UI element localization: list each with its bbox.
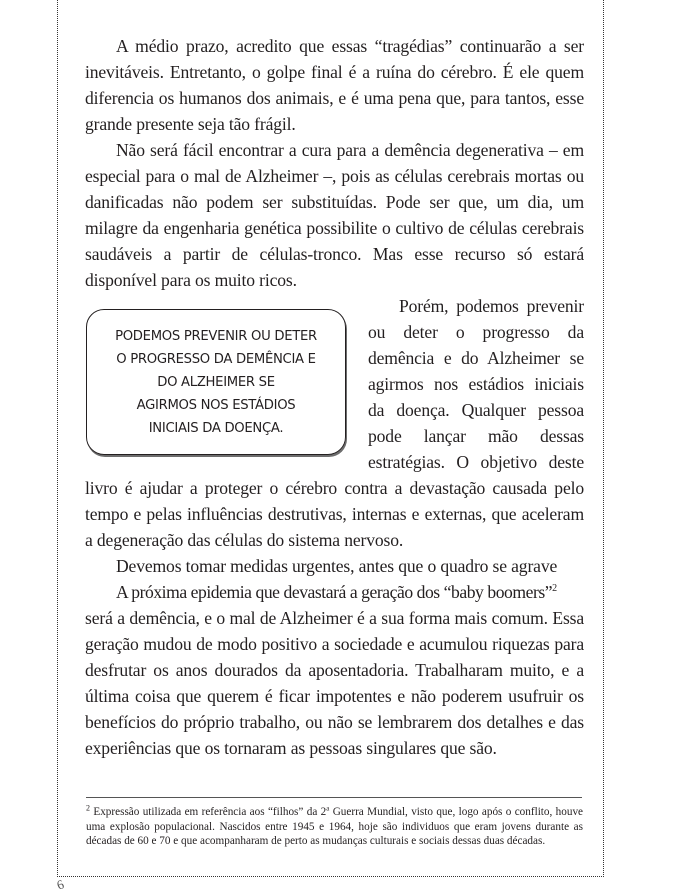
pull-quote-line: INICIAIS DA DOENÇA.: [148, 420, 284, 436]
footnote-divider: [86, 797, 582, 798]
footnote-text-end: Guerra Mundial, visto que, logo após o conflito, houve uma explosão populacional. Nascidos entre 1945 e 1964, hoje são individuos que eram jovens durante as décadas de 60 e 70 e que acompanharam de perto as mudanças culturais e sociais dessas duas décadas.: [86, 806, 583, 848]
footnote-text-start: Expressão utilizada em referência aos “filhos” da 2: [93, 806, 327, 818]
pull-quote-text: [115, 325, 317, 440]
footnote-ordinal: a: [326, 804, 330, 813]
paragraph-4: será a demência, e o mal de Alzheimer é a sua forma mais comum. Essa geração mudou de modo positivo a sociedade e acumulou riquezas para desfrutar os anos dourados da aposentadoria. Trabalharam muito, e a última coisa que querem é ficar impotentes e não poderem usufruir os benefícios do próprio trabalho, ou não se lembrarem dos detalhes e das experiências que os tornaram as pessoas singulares que são.: [85, 608, 584, 758]
paragraph-3: Porém, podemos prevenir ou deter o progresso da demência e do Alzheimer se agirmos nos estádios iniciais da doença. Qualquer pessoa pode lançar mão dessas estratégias. O objetivo deste livro é ajudar a proteger o cérebro contra a devastação causada pelo tempo e pelas influências destrutivas, internas e externas, que aceleram a degeneração das células do sistema nervoso.: [85, 296, 584, 550]
paragraph-1: A médio prazo, acredito que essas “tragédias” continuarão a ser inevitáveis. Entretanto, o golpe final é a ruína do cérebro. É ele quem diferencia os humanos dos animais, e é uma pena que, para tantos, esse grande presente seja tão frágil.: [85, 36, 584, 134]
pull-quote-line: AGIRMOS NOS ESTÁDIOS: [136, 397, 296, 413]
paragraph-4-lead: A próxima epidemia que devastará a geração dos “baby boomers”: [116, 582, 553, 602]
footnote: [86, 805, 583, 849]
subheading-line: Devemos tomar medidas urgentes, antes que o quadro se agrave: [116, 556, 558, 576]
pull-quote-line: O PROGRESSO DA DEMÊNCIA E: [116, 351, 316, 367]
footnote-number: 2: [86, 803, 90, 813]
pull-quote-line: DO ALZHEIMER SE: [157, 374, 275, 390]
pull-quote-box: [86, 309, 346, 455]
paragraph-4-start: [85, 579, 584, 605]
footnote-reference[interactable]: 2: [552, 583, 557, 595]
paragraph-2: Não será fácil encontrar a cura para a demência degenerativa – em especial para o mal de Alzheimer –, pois as células cerebrais mortas ou danificadas não podem ser substituídas. Pode ser que, um dia, um milagre da engenharia genética possibilite o cultivo de células cerebrais saudáveis a partir de células-tronco. Mas esse recurso só estará disponível para os muito ricos.: [85, 140, 584, 290]
body-text: [85, 33, 584, 761]
page-number: 6: [54, 876, 66, 893]
pull-quote-line: PODEMOS PREVENIR OU DETER: [115, 328, 317, 344]
